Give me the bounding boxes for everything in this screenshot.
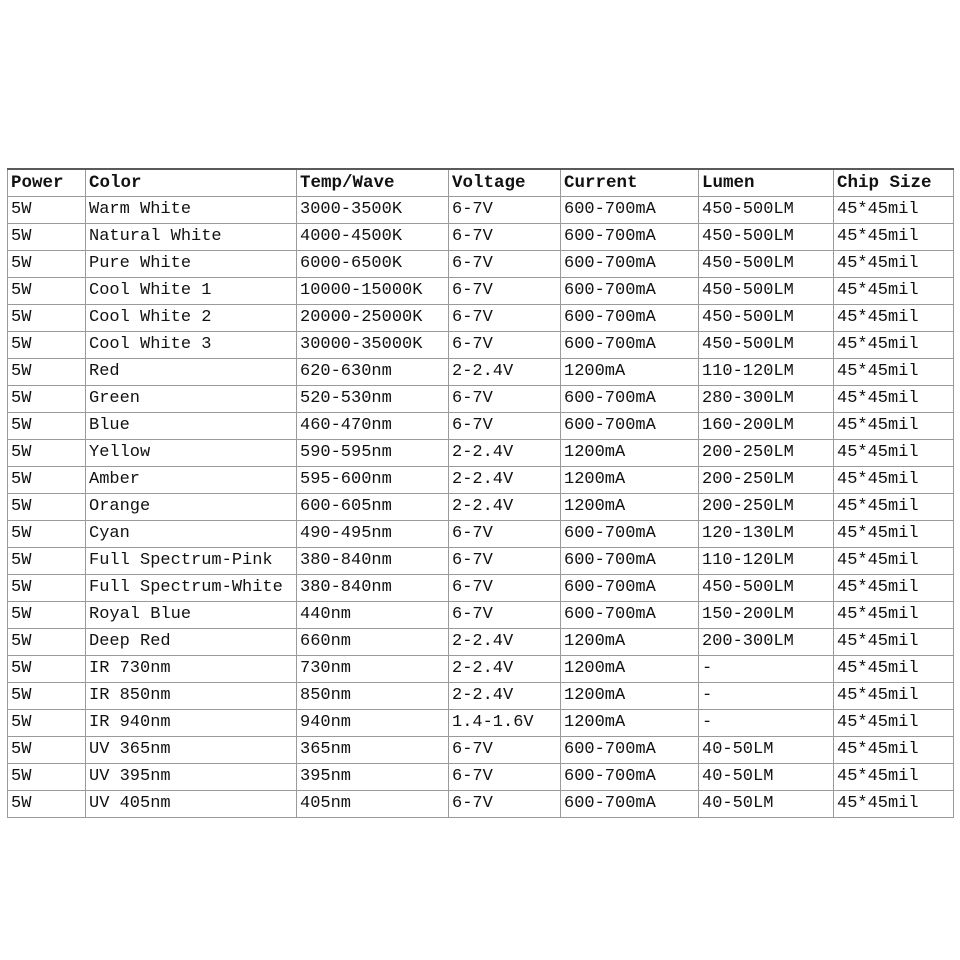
cell-lumen: 450-500LM [699, 305, 834, 332]
cell-current: 1200mA [561, 683, 699, 710]
cell-color: IR 940nm [86, 710, 297, 737]
cell-voltage: 2-2.4V [449, 629, 561, 656]
table-row [8, 278, 954, 305]
cell-color: Deep Red [86, 629, 297, 656]
cell-current: 600-700mA [561, 332, 699, 359]
table-row [8, 548, 954, 575]
cell-color: Red [86, 359, 297, 386]
cell-lumen: - [699, 683, 834, 710]
cell-temp-wave: 490-495nm [297, 521, 449, 548]
cell-color: UV 365nm [86, 737, 297, 764]
cell-color: Full Spectrum-Pink [86, 548, 297, 575]
column-header-temp-wave: Temp/Wave [297, 169, 449, 197]
cell-chip-size: 45*45mil [834, 683, 954, 710]
cell-voltage: 2-2.4V [449, 494, 561, 521]
cell-voltage: 2-2.4V [449, 656, 561, 683]
cell-lumen: 200-250LM [699, 494, 834, 521]
cell-temp-wave: 405nm [297, 791, 449, 818]
cell-chip-size: 45*45mil [834, 656, 954, 683]
cell-voltage: 6-7V [449, 305, 561, 332]
cell-current: 600-700mA [561, 791, 699, 818]
cell-lumen: 200-250LM [699, 440, 834, 467]
cell-temp-wave: 620-630nm [297, 359, 449, 386]
cell-chip-size: 45*45mil [834, 629, 954, 656]
column-header-power: Power [8, 169, 86, 197]
cell-current: 1200mA [561, 440, 699, 467]
cell-power: 5W [8, 251, 86, 278]
cell-color: Warm White [86, 197, 297, 224]
cell-chip-size: 45*45mil [834, 602, 954, 629]
cell-current: 600-700mA [561, 521, 699, 548]
cell-voltage: 2-2.4V [449, 683, 561, 710]
cell-color: IR 730nm [86, 656, 297, 683]
cell-power: 5W [8, 548, 86, 575]
cell-temp-wave: 440nm [297, 602, 449, 629]
cell-voltage: 6-7V [449, 413, 561, 440]
cell-lumen: 450-500LM [699, 224, 834, 251]
cell-temp-wave: 365nm [297, 737, 449, 764]
table-row [8, 737, 954, 764]
cell-power: 5W [8, 494, 86, 521]
cell-power: 5W [8, 197, 86, 224]
cell-lumen: 150-200LM [699, 602, 834, 629]
table-row [8, 440, 954, 467]
cell-current: 600-700mA [561, 548, 699, 575]
table-row [8, 386, 954, 413]
cell-power: 5W [8, 305, 86, 332]
cell-chip-size: 45*45mil [834, 710, 954, 737]
table-row [8, 791, 954, 818]
cell-chip-size: 45*45mil [834, 305, 954, 332]
cell-voltage: 6-7V [449, 737, 561, 764]
cell-temp-wave: 590-595nm [297, 440, 449, 467]
cell-current: 1200mA [561, 656, 699, 683]
cell-temp-wave: 380-840nm [297, 548, 449, 575]
cell-lumen: - [699, 710, 834, 737]
cell-voltage: 6-7V [449, 521, 561, 548]
cell-power: 5W [8, 629, 86, 656]
cell-current: 600-700mA [561, 575, 699, 602]
column-header-voltage: Voltage [449, 169, 561, 197]
cell-power: 5W [8, 791, 86, 818]
cell-current: 600-700mA [561, 413, 699, 440]
table-row [8, 710, 954, 737]
cell-current: 600-700mA [561, 224, 699, 251]
column-header-current: Current [561, 169, 699, 197]
cell-power: 5W [8, 332, 86, 359]
cell-power: 5W [8, 575, 86, 602]
cell-color: Natural White [86, 224, 297, 251]
cell-power: 5W [8, 278, 86, 305]
cell-lumen: 200-250LM [699, 467, 834, 494]
cell-power: 5W [8, 737, 86, 764]
header-row [8, 169, 954, 197]
cell-current: 1200mA [561, 467, 699, 494]
cell-voltage: 6-7V [449, 278, 561, 305]
cell-voltage: 6-7V [449, 764, 561, 791]
cell-color: Orange [86, 494, 297, 521]
cell-color: Full Spectrum-White [86, 575, 297, 602]
cell-chip-size: 45*45mil [834, 791, 954, 818]
table-row [8, 494, 954, 521]
cell-color: Cool White 1 [86, 278, 297, 305]
cell-color: Cool White 2 [86, 305, 297, 332]
cell-color: IR 850nm [86, 683, 297, 710]
cell-current: 1200mA [561, 359, 699, 386]
cell-chip-size: 45*45mil [834, 359, 954, 386]
table-row [8, 467, 954, 494]
cell-current: 600-700mA [561, 278, 699, 305]
cell-chip-size: 45*45mil [834, 521, 954, 548]
cell-color: UV 405nm [86, 791, 297, 818]
cell-lumen: 450-500LM [699, 278, 834, 305]
table-row [8, 656, 954, 683]
table-row [8, 251, 954, 278]
cell-temp-wave: 850nm [297, 683, 449, 710]
cell-voltage: 6-7V [449, 224, 561, 251]
column-header-color: Color [86, 169, 297, 197]
table-row [8, 332, 954, 359]
cell-lumen: 160-200LM [699, 413, 834, 440]
cell-temp-wave: 460-470nm [297, 413, 449, 440]
cell-chip-size: 45*45mil [834, 737, 954, 764]
cell-temp-wave: 6000-6500K [297, 251, 449, 278]
cell-temp-wave: 595-600nm [297, 467, 449, 494]
cell-voltage: 6-7V [449, 548, 561, 575]
cell-chip-size: 45*45mil [834, 494, 954, 521]
column-header-lumen: Lumen [699, 169, 834, 197]
cell-lumen: 450-500LM [699, 575, 834, 602]
cell-temp-wave: 4000-4500K [297, 224, 449, 251]
cell-chip-size: 45*45mil [834, 386, 954, 413]
table-row [8, 224, 954, 251]
cell-voltage: 6-7V [449, 575, 561, 602]
table-row [8, 683, 954, 710]
cell-power: 5W [8, 764, 86, 791]
cell-chip-size: 45*45mil [834, 251, 954, 278]
cell-chip-size: 45*45mil [834, 197, 954, 224]
cell-power: 5W [8, 467, 86, 494]
cell-voltage: 6-7V [449, 197, 561, 224]
cell-chip-size: 45*45mil [834, 575, 954, 602]
cell-lumen: 450-500LM [699, 332, 834, 359]
cell-temp-wave: 520-530nm [297, 386, 449, 413]
cell-current: 600-700mA [561, 305, 699, 332]
column-header-chip-size: Chip Size [834, 169, 954, 197]
table-row [8, 413, 954, 440]
cell-power: 5W [8, 602, 86, 629]
cell-temp-wave: 30000-35000K [297, 332, 449, 359]
cell-power: 5W [8, 386, 86, 413]
cell-power: 5W [8, 656, 86, 683]
cell-power: 5W [8, 224, 86, 251]
cell-color: Cool White 3 [86, 332, 297, 359]
cell-lumen: 280-300LM [699, 386, 834, 413]
led-spec-table [7, 168, 954, 818]
cell-chip-size: 45*45mil [834, 332, 954, 359]
cell-chip-size: 45*45mil [834, 548, 954, 575]
cell-temp-wave: 3000-3500K [297, 197, 449, 224]
table-row [8, 629, 954, 656]
cell-temp-wave: 395nm [297, 764, 449, 791]
cell-power: 5W [8, 440, 86, 467]
cell-lumen: - [699, 656, 834, 683]
cell-color: UV 395nm [86, 764, 297, 791]
cell-power: 5W [8, 359, 86, 386]
table-row [8, 764, 954, 791]
cell-current: 600-700mA [561, 602, 699, 629]
cell-power: 5W [8, 413, 86, 440]
cell-color: Royal Blue [86, 602, 297, 629]
cell-power: 5W [8, 683, 86, 710]
table-row [8, 521, 954, 548]
table-row [8, 305, 954, 332]
cell-temp-wave: 730nm [297, 656, 449, 683]
cell-voltage: 6-7V [449, 602, 561, 629]
cell-chip-size: 45*45mil [834, 467, 954, 494]
cell-color: Green [86, 386, 297, 413]
cell-color: Blue [86, 413, 297, 440]
cell-current: 1200mA [561, 494, 699, 521]
cell-voltage: 2-2.4V [449, 359, 561, 386]
cell-voltage: 1.4-1.6V [449, 710, 561, 737]
cell-temp-wave: 600-605nm [297, 494, 449, 521]
cell-temp-wave: 20000-25000K [297, 305, 449, 332]
cell-color: Pure White [86, 251, 297, 278]
cell-temp-wave: 660nm [297, 629, 449, 656]
cell-color: Amber [86, 467, 297, 494]
cell-chip-size: 45*45mil [834, 440, 954, 467]
table-row [8, 602, 954, 629]
cell-chip-size: 45*45mil [834, 224, 954, 251]
table-row [8, 197, 954, 224]
cell-current: 600-700mA [561, 251, 699, 278]
cell-temp-wave: 940nm [297, 710, 449, 737]
cell-chip-size: 45*45mil [834, 278, 954, 305]
cell-lumen: 450-500LM [699, 197, 834, 224]
cell-lumen: 110-120LM [699, 359, 834, 386]
cell-color: Cyan [86, 521, 297, 548]
table-row [8, 359, 954, 386]
cell-lumen: 40-50LM [699, 764, 834, 791]
cell-lumen: 40-50LM [699, 791, 834, 818]
cell-chip-size: 45*45mil [834, 764, 954, 791]
cell-lumen: 110-120LM [699, 548, 834, 575]
cell-current: 600-700mA [561, 386, 699, 413]
cell-power: 5W [8, 521, 86, 548]
cell-voltage: 6-7V [449, 332, 561, 359]
table-body [8, 197, 954, 818]
cell-current: 600-700mA [561, 764, 699, 791]
cell-color: Yellow [86, 440, 297, 467]
cell-power: 5W [8, 710, 86, 737]
cell-current: 1200mA [561, 710, 699, 737]
cell-current: 600-700mA [561, 197, 699, 224]
cell-current: 600-700mA [561, 737, 699, 764]
cell-lumen: 40-50LM [699, 737, 834, 764]
cell-voltage: 6-7V [449, 251, 561, 278]
cell-voltage: 6-7V [449, 386, 561, 413]
table-header [8, 169, 954, 197]
cell-lumen: 200-300LM [699, 629, 834, 656]
cell-current: 1200mA [561, 629, 699, 656]
cell-temp-wave: 10000-15000K [297, 278, 449, 305]
cell-chip-size: 45*45mil [834, 413, 954, 440]
cell-lumen: 450-500LM [699, 251, 834, 278]
cell-voltage: 2-2.4V [449, 467, 561, 494]
cell-temp-wave: 380-840nm [297, 575, 449, 602]
cell-voltage: 6-7V [449, 791, 561, 818]
cell-voltage: 2-2.4V [449, 440, 561, 467]
table-row [8, 575, 954, 602]
cell-lumen: 120-130LM [699, 521, 834, 548]
